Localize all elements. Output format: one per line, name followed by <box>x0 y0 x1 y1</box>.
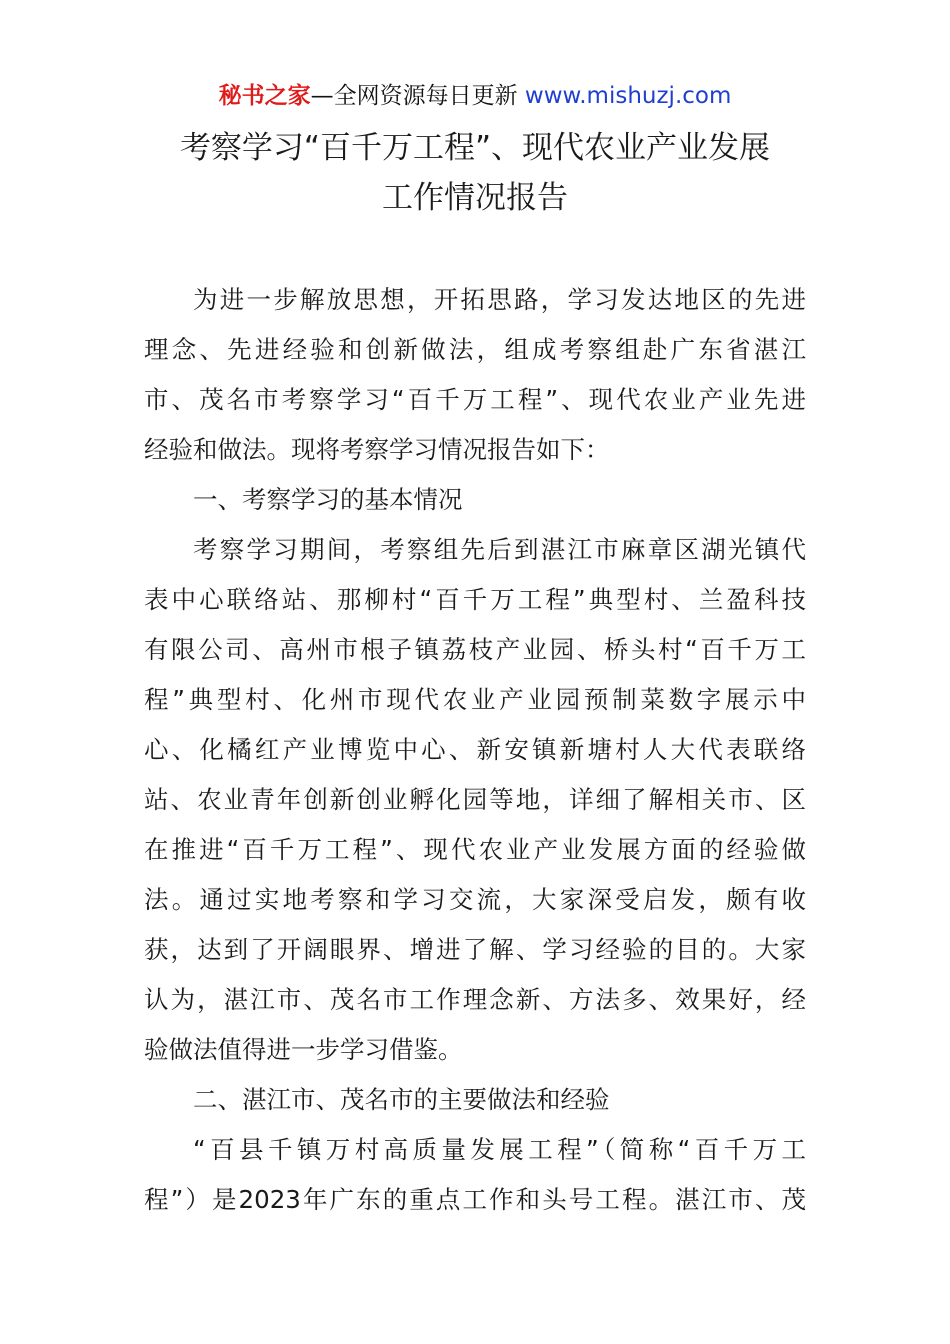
header-tagline: —全网资源每日更新 <box>310 83 525 109</box>
paragraph-line: 理念、先进经验和创新做法，组成考察组赴广东省湛江 <box>144 335 806 364</box>
paragraph-line: 在推进“百千万工程”、现代农业产业发展方面的经验做 <box>144 835 806 864</box>
brand-name: 秘书之家 <box>218 83 311 109</box>
paragraph-line: 程”）是2023年广东的重点工作和头号工程。湛江市、茂 <box>144 1185 806 1214</box>
paragraph-line: “百县千镇万村高质量发展工程”（简称“百千万工 <box>193 1135 806 1164</box>
site-header <box>0 80 950 112</box>
document-title-line-1: 考察学习“百千万工程”、现代农业产业发展 <box>179 130 771 166</box>
section-heading-2: 二、湛江市、茂名市的主要做法和经验 <box>193 1085 610 1114</box>
paragraph-line: 程”典型村、化州市现代农业产业园预制菜数字展示中 <box>144 685 806 714</box>
paragraph-line: 市、茂名市考察学习“百千万工程”、现代农业产业先进 <box>144 385 806 414</box>
paragraph-line: 法。通过实地考察和学习交流，大家深受启发，颇有收 <box>144 885 806 914</box>
paragraph-line: 有限公司、高州市根子镇荔枝产业园、桥头村“百千万工 <box>144 635 806 664</box>
paragraph-line: 认为，湛江市、茂名市工作理念新、方法多、效果好，经 <box>144 985 806 1014</box>
document-title-line-2: 工作情况报告 <box>382 180 568 216</box>
paragraph-line: 获，达到了开阔眼界、增进了解、学习经验的目的。大家 <box>144 935 806 964</box>
document-body <box>144 275 806 1225</box>
paragraph-line: 为进一步解放思想，开拓思路，学习发达地区的先进 <box>193 285 806 314</box>
paragraph-line: 考察学习期间，考察组先后到湛江市麻章区湖光镇代 <box>193 535 806 564</box>
site-url[interactable]: www.mishuzj.com <box>524 83 732 109</box>
section-heading-1: 一、考察学习的基本情况 <box>193 485 463 514</box>
paragraph-line: 经验和做法。现将考察学习情况报告如下： <box>144 435 610 464</box>
paragraph-line: 验做法值得进一步学习借鉴。 <box>144 1035 463 1064</box>
paragraph-line: 站、农业青年创新创业孵化园等地，详细了解相关市、区 <box>144 785 806 814</box>
paragraph-line: 表中心联络站、那柳村“百千万工程”典型村、兰盈科技 <box>144 585 806 614</box>
paragraph-line: 心、化橘红产业博览中心、新安镇新塘村人大代表联络 <box>144 735 806 764</box>
